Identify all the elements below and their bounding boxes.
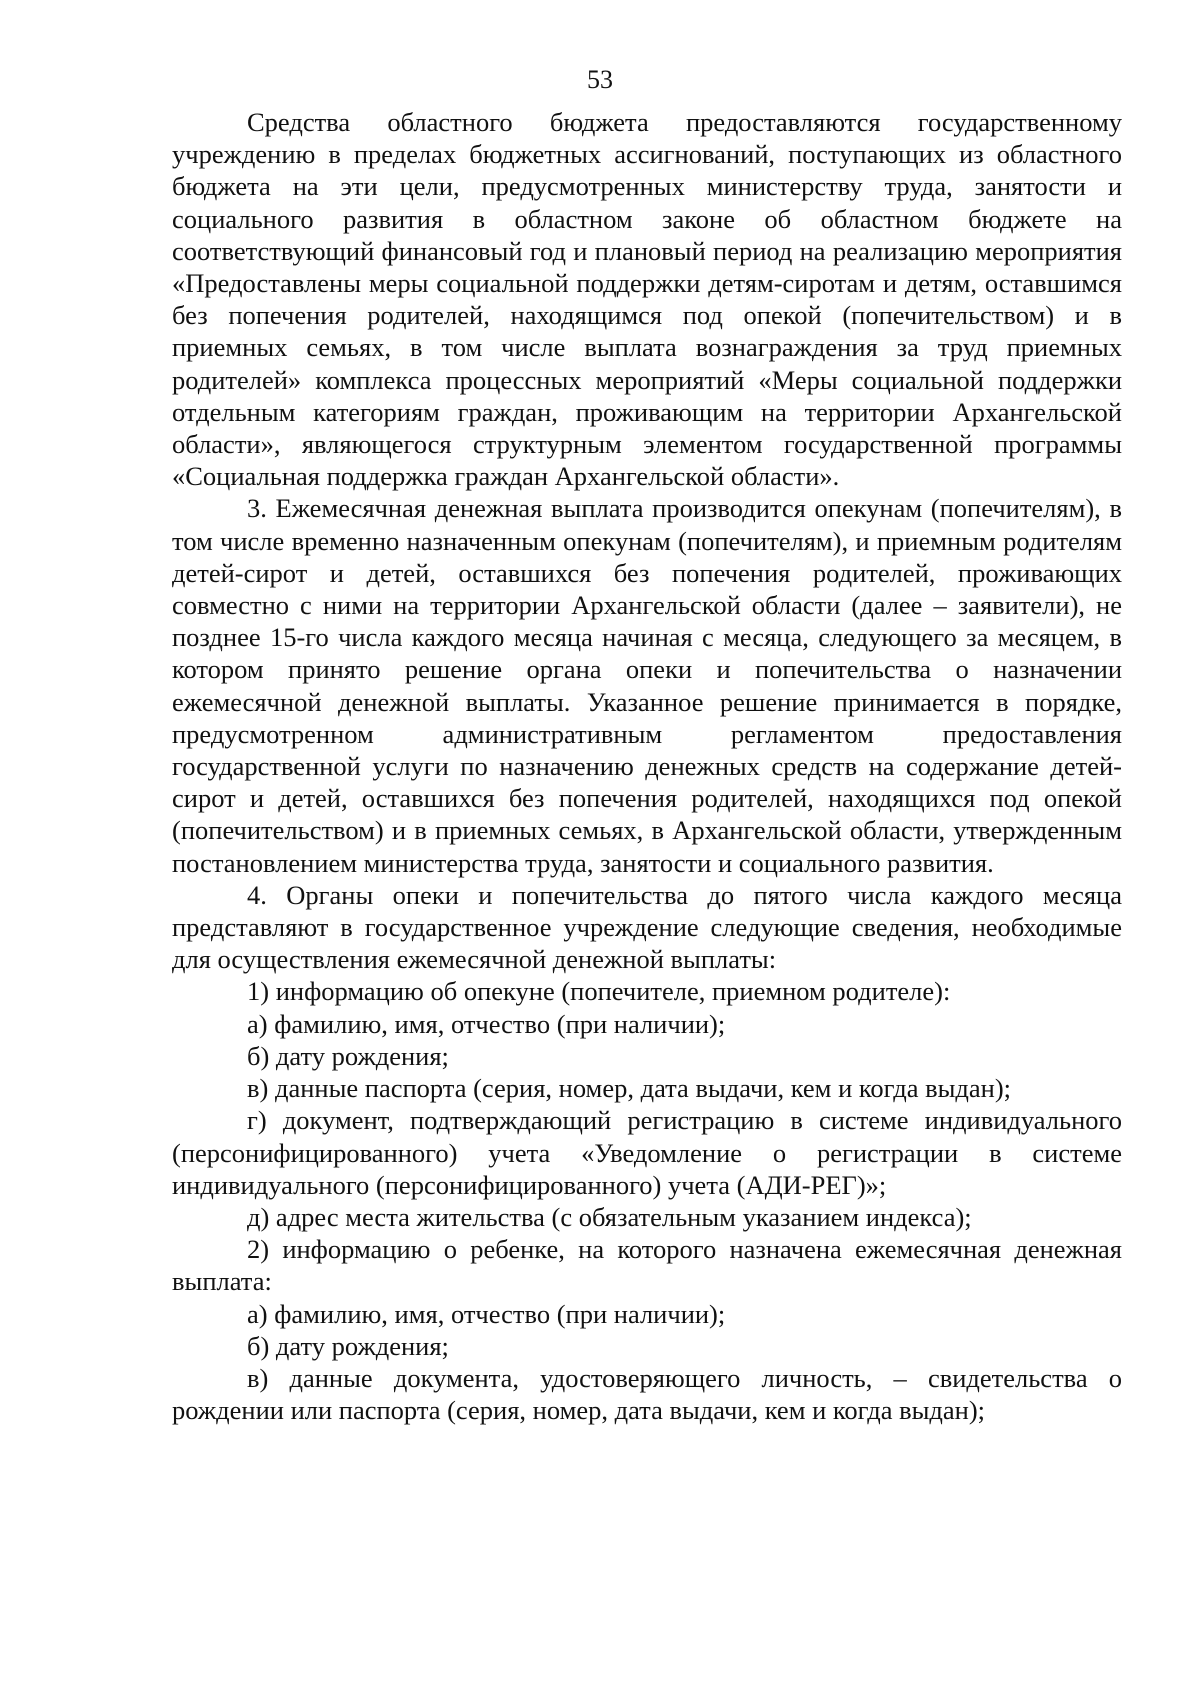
list-item-a-full-name: а) фамилию, имя, отчество (при наличии); xyxy=(247,1008,726,1039)
list-item-1-guardian-info: 1) информацию об опекуне (попечителе, приемном родителе): xyxy=(247,976,951,1007)
list-item-v-child-identity-document: в) данные документа, удостоверяющего личность, – свидетельства о рождении или паспорта (серия, номер, дата выдачи, кем и когда выдан); xyxy=(172,1362,1122,1426)
page-number: 53 xyxy=(587,65,613,94)
list-item-d-address: д) адрес места жительства (с обязательным указанием индекса); xyxy=(247,1201,972,1232)
paragraph-4-guardianship-info: 4. Органы опеки и попечительства до пятого числа каждого месяца представляют в государственное учреждение следующие сведения, необходимые для осуществления ежемесячной денежной выплаты: xyxy=(172,879,1122,975)
list-item-2-child-info: 2) информацию о ребенке, на которого назначена ежемесячная денежная выплата: xyxy=(172,1234,1122,1297)
list-item-a-child-full-name: а) фамилию, имя, отчество (при наличии); xyxy=(247,1298,726,1329)
document-body xyxy=(172,106,1122,1426)
paragraph-budget-funds: Средства областного бюджета предоставляются государственному учреждению в пределах бюджетных ассигнований, поступающих из областного бюджета на эти цели, предусмотренных министерству труда, занятости и социального развития в областном законе об областном бюджете на соответствующий финансовый год и плановый период на реализацию мероприятия «Предоставлены меры социальной поддержки детям-сиротам и детям, оставшимся без попечения родителей, находящимся под опекой (попечительством) и в приемных семьях, в том числе выплата вознаграждения за труд приемных родителей» комплекса процессных мероприятий «Меры социальной поддержки отдельным категориям граждан, проживающим на территории Архангельской области», являющегося структурным элементом государственной программы «Социальная поддержка граждан Архангельской области». xyxy=(172,107,1122,492)
list-item-b-child-birth-date: б) дату рождения; xyxy=(247,1330,449,1361)
list-item-g-registration-document: г) документ, подтверждающий регистрацию в системе индивидуального (персонифицированного) учета «Уведомление о регистрации в системе индивидуального (персонифицированного) учета (АДИ-РЕГ)»; xyxy=(172,1105,1122,1200)
paragraph-3-monthly-payment: 3. Ежемесячная денежная выплата производится опекунам (попечителям), в том числе временно назначенным опекунам (попечителям), и приемным родителям детей-сирот и детей, оставшихся без попечения родителей, проживающих совместно с ними на территории Архангельской области (далее – заявители), не позднее 15-го числа каждого месяца начиная с месяца, следующего за месяцем, в котором принято решение органа опеки и попечительства о назначении ежемесячной денежной выплаты. Указанное решение принимается в порядке, предусмотренном административным регламентом предоставления государственной услуги по назначению денежных средств на содержание детей-сирот и детей, оставшихся без попечения родителей, находящихся под опекой (попечительством) и в приемных семьях, в Архангельской области, утвержденным постановлением министерства труда, занятости и социального развития. xyxy=(172,493,1122,878)
list-item-b-birth-date: б) дату рождения; xyxy=(247,1040,449,1071)
list-item-v-passport-data: в) данные паспорта (серия, номер, дата выдачи, кем и когда выдан); xyxy=(247,1073,1012,1104)
